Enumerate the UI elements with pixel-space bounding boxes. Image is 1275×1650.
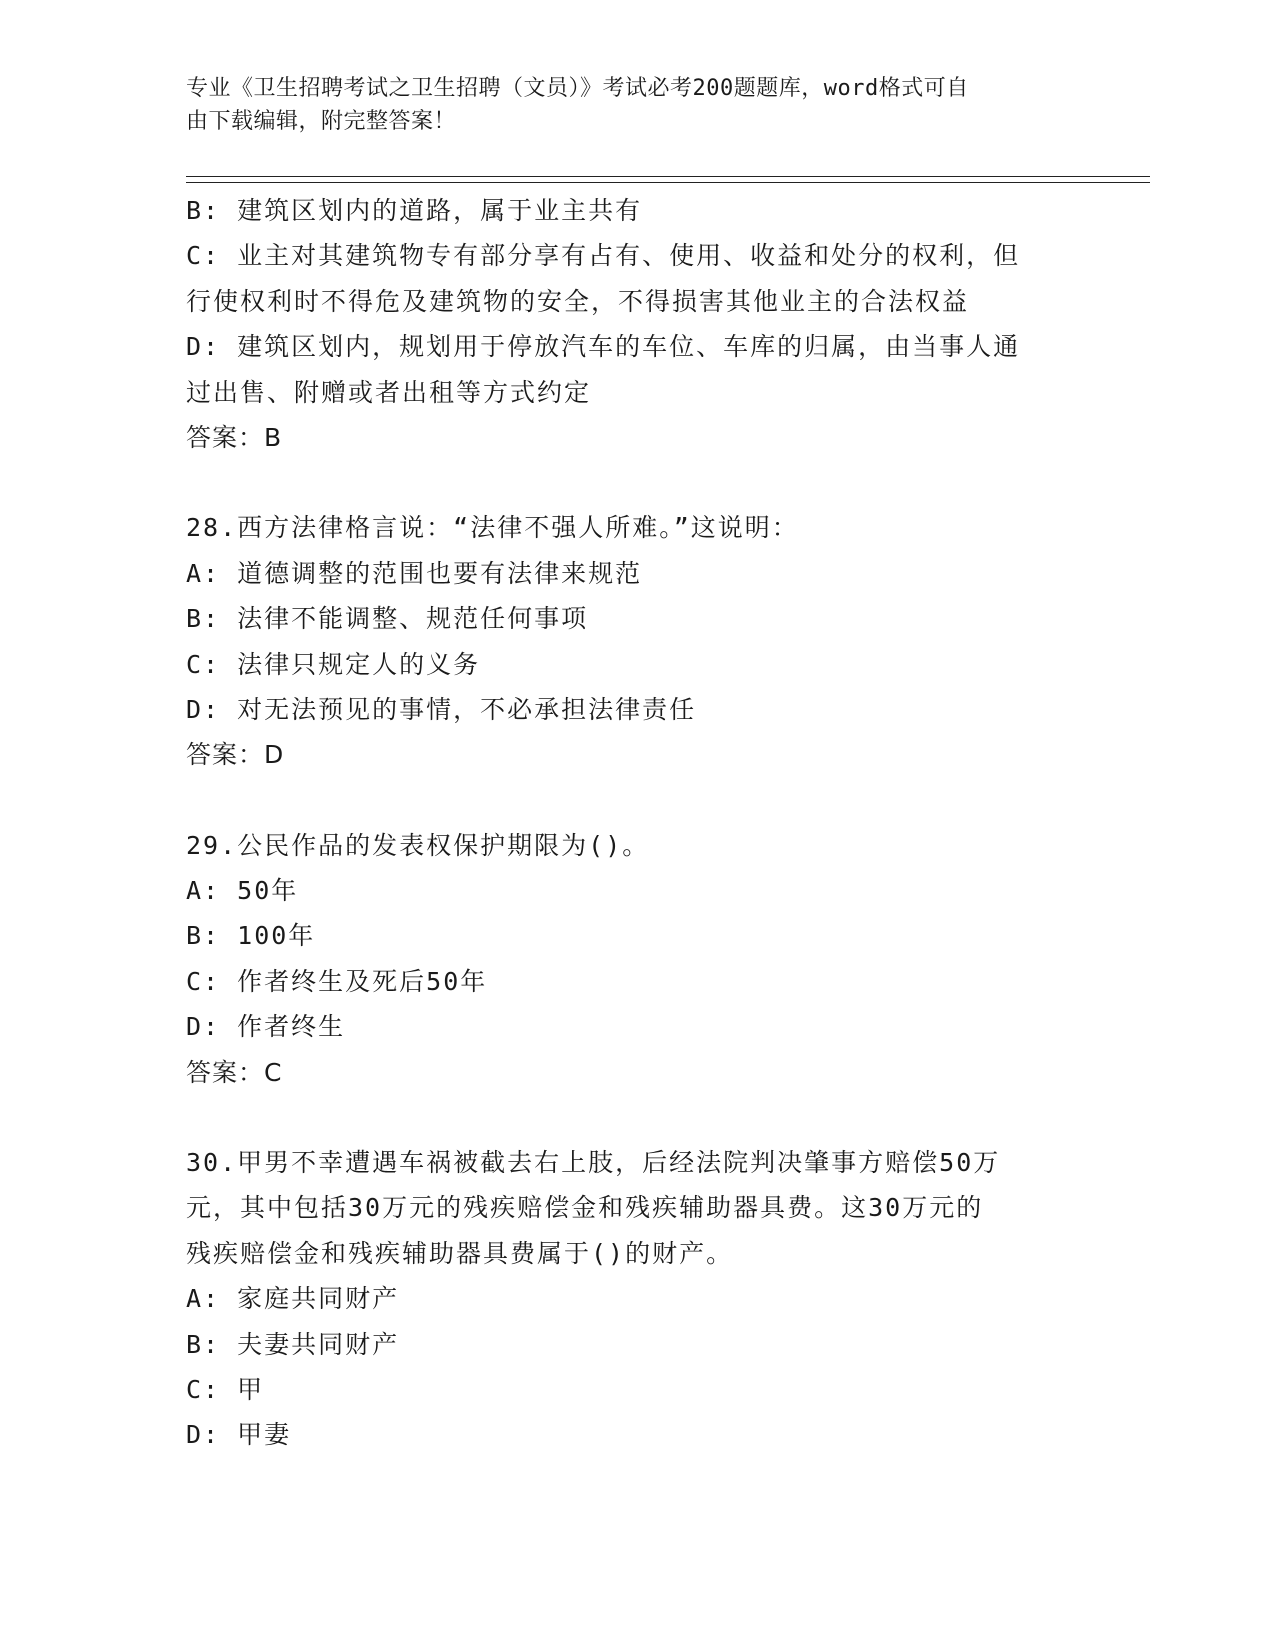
option-b: B: 100年 — [186, 921, 316, 951]
question-stem: 28.西方法律格言说：“法律不强人所难。”这说明： — [186, 513, 799, 543]
question-list — [186, 188, 1086, 1458]
question-stem: 29.公民作品的发表权保护期限为()。 — [186, 830, 650, 860]
header-divider-thick — [186, 176, 1150, 177]
option-a: A: 家庭共同财产 — [186, 1284, 400, 1314]
answer-label: 答案：C — [186, 1057, 283, 1087]
option-d: D: 作者终生 — [186, 1012, 346, 1042]
option-b: B: 建筑区划内的道路，属于业主共有 — [186, 196, 643, 225]
option-d: D: 建筑区划内，规划用于停放汽车的车位、车库的归属，由当事人通 — [186, 332, 1021, 362]
option-d: D: 甲妻 — [186, 1420, 292, 1450]
option-b: B: 夫妻共同财产 — [186, 1329, 400, 1359]
spacer — [186, 778, 1086, 823]
option-c-continued: 行使权利时不得危及建筑物的安全，不得损害其他业主的合法权益 — [186, 286, 970, 316]
spacer — [186, 460, 1086, 505]
header-title-line-1: 专业《卫生招聘考试之卫生招聘（文员）》考试必考200题题库，word格式可自 — [186, 76, 969, 101]
question-stem-continued: 元，其中包括30万元的残疾赔偿金和残疾辅助器具费。这30万元的 — [186, 1193, 984, 1223]
answer-label: 答案：B — [186, 422, 283, 452]
document-header — [186, 72, 1066, 138]
question-28 — [186, 505, 1086, 777]
answer-label: 答案：D — [186, 740, 285, 770]
option-c: C: 作者终生及死后50年 — [186, 966, 488, 996]
question-29 — [186, 823, 1086, 1095]
header-divider-thin — [186, 182, 1150, 183]
option-c: C: 业主对其建筑物专有部分享有占有、使用、收益和处分的权利，但 — [186, 241, 1021, 271]
option-a: A: 50年 — [186, 876, 299, 906]
option-d-continued: 过出售、附赠或者出租等方式约定 — [186, 377, 592, 407]
option-b: B: 法律不能调整、规范任何事项 — [186, 604, 589, 634]
header-title-line-2: 由下载编辑，附完整答案！ — [186, 109, 457, 134]
question-27-continued — [186, 188, 1086, 460]
question-stem-continued: 残疾赔偿金和残疾辅助器具费属于()的财产。 — [186, 1238, 734, 1268]
option-d: D: 对无法预见的事情，不必承担法律责任 — [186, 694, 697, 724]
question-30 — [186, 1140, 1086, 1458]
spacer — [186, 1095, 1086, 1140]
option-a: A: 道德调整的范围也要有法律来规范 — [186, 558, 643, 588]
question-stem: 30.甲男不幸遭遇车祸被截去右上肢，后经法院判决肇事方赔偿50万 — [186, 1148, 1001, 1178]
option-c: C: 甲 — [186, 1374, 265, 1404]
option-c: C: 法律只规定人的义务 — [186, 649, 481, 679]
